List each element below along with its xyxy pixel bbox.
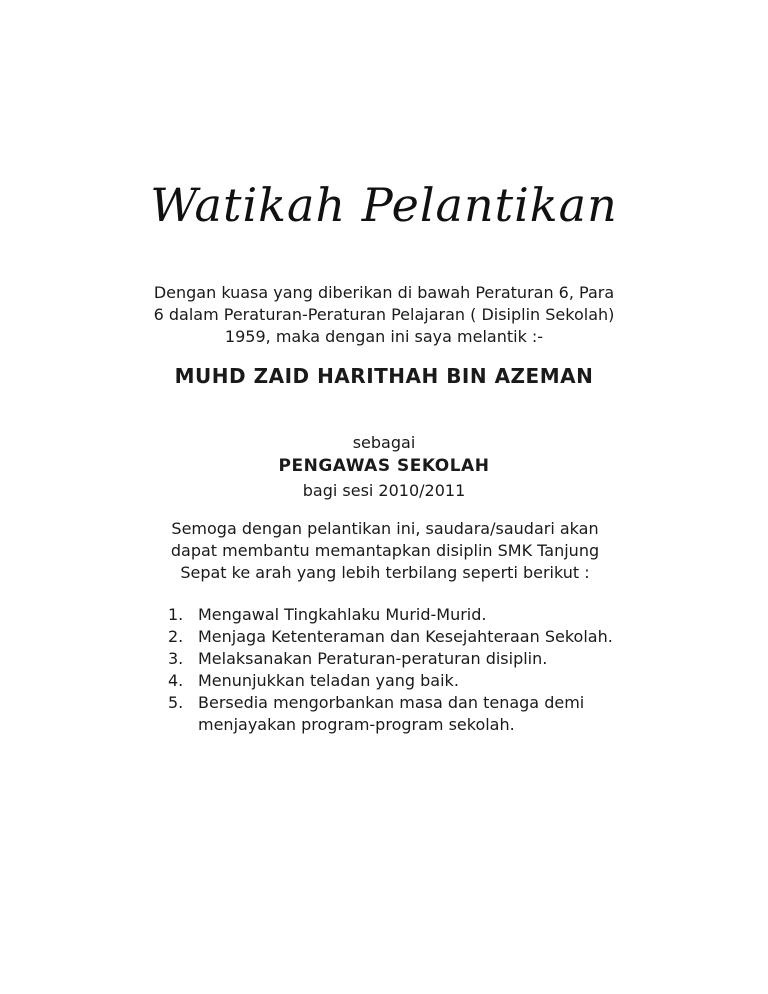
list-item-number: 3. [168,649,184,668]
list-item [168,604,668,626]
list-item-number: 5. [168,693,184,712]
list-item-text: Mengawal Tingkahlaku Murid-Murid. [198,605,487,624]
list-item-text: Menjaga Ketenteraman dan Kesejahteraan Sekolah. [198,627,613,646]
role-title: PENGAWAS SEKOLAH [278,456,490,476]
list-item [168,626,668,648]
list-item-text: Melaksanakan Peraturan-peraturan disiplin. [198,649,548,668]
certificate-title: Watikah Pelantikan [150,178,618,232]
list-item [168,692,668,736]
as-label: sebagai [352,433,416,452]
intro-paragraph: Dengan kuasa yang diberikan di bawah Peraturan 6, Para 6 dalam Peraturan-Peraturan Pelajaran ( Disiplin Sekolah) 1959, maka dengan ini saya melantik :- [153,283,615,346]
list-item-number: 4. [168,671,184,690]
list-item [168,670,668,692]
list-item [168,648,668,670]
hope-paragraph: Semoga dengan pelantikan ini, saudara/saudari akan dapat membantu memantapkan disiplin SMK Tanjung Sepat ke arah yang lebih terbilang seperti berikut : [170,519,600,582]
duties-list [168,604,668,736]
session-text: bagi sesi 2010/2011 [302,481,466,500]
list-item-number: 1. [168,605,184,624]
list-item-text: Bersedia mengorbankan masa dan tenaga demi menjayakan program-program sekolah. [198,693,585,734]
list-item-number: 2. [168,627,184,646]
list-item-text: Menunjukkan teladan yang baik. [198,671,459,690]
appointee-name: MUHD ZAID HARITHAH BIN AZEMAN [174,364,594,388]
